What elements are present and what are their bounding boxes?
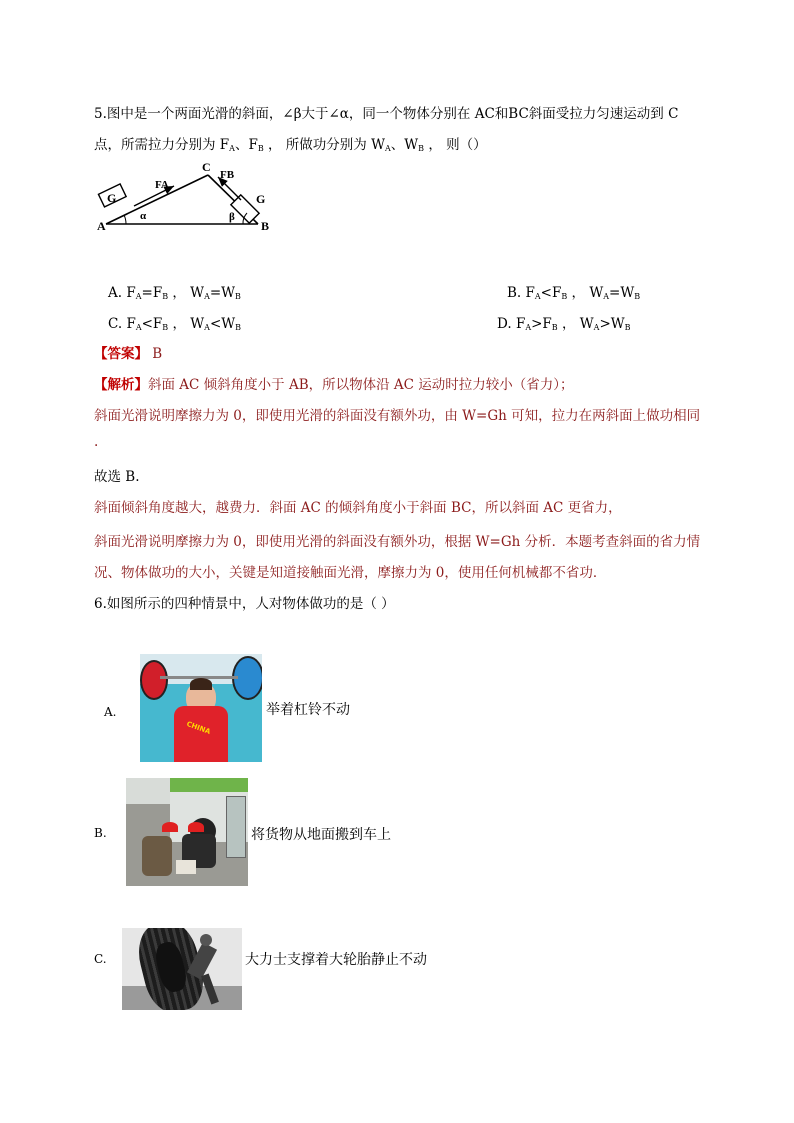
- work-symbol: W: [589, 285, 604, 301]
- answer-value: B: [152, 346, 163, 362]
- force-symbol: F: [551, 285, 562, 301]
- subscript-a: A: [204, 292, 210, 301]
- q6-option-b-letter[interactable]: B.: [94, 826, 107, 840]
- label-b: B: [261, 219, 270, 233]
- force-relation: <: [141, 316, 153, 332]
- subscript-a: A: [135, 292, 142, 301]
- subscript-a: A: [593, 323, 600, 332]
- choose-line: 故选 B.: [94, 469, 140, 485]
- note-line1: 斜面倾斜角度越大，越费力．斜面 AC 的倾斜角度小于斜面 BC，所以斜面 AC 更省力，: [94, 500, 622, 516]
- subscript-a: A: [135, 323, 142, 332]
- subscript-b: B: [162, 292, 169, 301]
- separator: ，: [557, 316, 580, 332]
- tire-strongman-photo[interactable]: [122, 928, 242, 1010]
- separator: ，: [567, 285, 590, 301]
- force-relation: >: [531, 316, 543, 332]
- force-symbol: F: [542, 316, 552, 332]
- subscript-b: B: [634, 292, 641, 301]
- work-symbol: W: [190, 316, 205, 332]
- work-symbol: W: [579, 316, 594, 332]
- subscript-b: B: [162, 323, 169, 332]
- weightlifter-photo[interactable]: CHINA: [140, 654, 262, 762]
- analysis-line3: .: [94, 434, 99, 450]
- option-letter: D.: [497, 316, 516, 332]
- force-relation: <: [540, 285, 552, 301]
- analysis-line1: 【解析】斜面 AC 倾斜角度小于 AB，所以物体沿 AC 运动时拉力较小（省力）；: [94, 377, 574, 393]
- force-symbol: F: [126, 316, 136, 332]
- q5-option-a[interactable]: [108, 281, 241, 301]
- label-g-left: G: [107, 191, 117, 205]
- q5-option-d[interactable]: [497, 312, 631, 332]
- option-letter: A.: [108, 285, 127, 301]
- work-relation: =: [609, 285, 621, 301]
- answer-line: [94, 342, 162, 362]
- q5-stem-line1: 5.图中是一个两面光滑的斜面，∠β大于∠α，同一个物体分别在 AC和BC斜面受拉力匀速运动到 C: [94, 106, 679, 122]
- q5-option-b[interactable]: [507, 281, 640, 301]
- force-symbol: F: [152, 316, 163, 332]
- subscript-b: B: [235, 292, 241, 301]
- q6-option-a-letter[interactable]: A.: [104, 705, 117, 719]
- option-letter: C.: [108, 316, 127, 332]
- work-symbol: W: [190, 285, 205, 301]
- label-fa: FA: [155, 179, 169, 191]
- subscript-b: B: [235, 323, 242, 332]
- separator: ，: [168, 316, 191, 332]
- work-relation: <: [209, 316, 222, 332]
- carrying-goods-photo[interactable]: [126, 778, 248, 886]
- analysis-line2: 斜面光滑说明摩擦力为 0，即使用光滑的斜面没有额外功，由 W=Gh 可知，拉力在两斜面上做功相同: [94, 408, 701, 424]
- q6-option-c-caption: 大力士支撑着大轮胎静止不动: [245, 952, 427, 968]
- work-relation: >: [599, 316, 611, 332]
- subscript-a: A: [603, 292, 610, 301]
- answer-tag: 【答案】: [94, 346, 148, 362]
- subscript-b: B: [624, 323, 631, 332]
- work-symbol: W: [620, 285, 635, 301]
- q5-option-c[interactable]: [108, 312, 241, 332]
- label-alpha: α: [140, 210, 147, 222]
- force-symbol: F: [525, 285, 535, 301]
- label-beta: β: [229, 211, 235, 223]
- subscript-a: A: [534, 292, 541, 301]
- label-a: A: [97, 219, 106, 233]
- force-symbol: F: [515, 316, 526, 332]
- note-line3: 况、物体做功的大小，关键是知道接触面光滑，摩擦力为 0，使用任何机械都不省功．: [94, 565, 607, 581]
- q6-option-b-caption: 将货物从地面搬到车上: [251, 827, 391, 843]
- force-symbol: F: [126, 285, 136, 301]
- angle-alpha-arc: [124, 215, 126, 224]
- subscript-a: A: [204, 323, 210, 332]
- force-relation: =: [141, 285, 153, 301]
- q5-stem-line2: 点，所需拉力分别为 $F_A$、$F_B$ ， 所做功分别为 $W_A$、$W_B$ ， 则（）: [94, 137, 487, 153]
- label-c: C: [202, 160, 211, 174]
- work-symbol: W: [610, 316, 625, 332]
- label-fb: FB: [220, 169, 235, 181]
- block-right: [231, 195, 259, 223]
- option-letter: B.: [507, 285, 526, 301]
- analysis-tag: 【解析】: [94, 377, 148, 393]
- work-symbol: W: [221, 285, 236, 301]
- q6-option-a-caption: 举着杠铃不动: [266, 702, 350, 718]
- subscript-b: B: [561, 292, 568, 301]
- q6-option-c-letter[interactable]: C.: [94, 952, 107, 966]
- work-symbol: W: [221, 316, 236, 332]
- label-g-right: G: [256, 192, 266, 206]
- subscript-a: A: [525, 323, 532, 332]
- separator: ，: [168, 285, 191, 301]
- force-symbol: F: [152, 285, 163, 301]
- subscript-b: B: [551, 323, 558, 332]
- incline-diagram: [96, 158, 286, 238]
- q6-stem: 6.如图所示的四种情景中，人对物体做功的是（ ）: [94, 596, 395, 612]
- work-relation: =: [209, 285, 222, 301]
- note-line2: 斜面光滑说明摩擦力为 0，即使用光滑的斜面没有额外功，根据 W=Gh 分析．本题考查斜面的省力情: [94, 534, 701, 550]
